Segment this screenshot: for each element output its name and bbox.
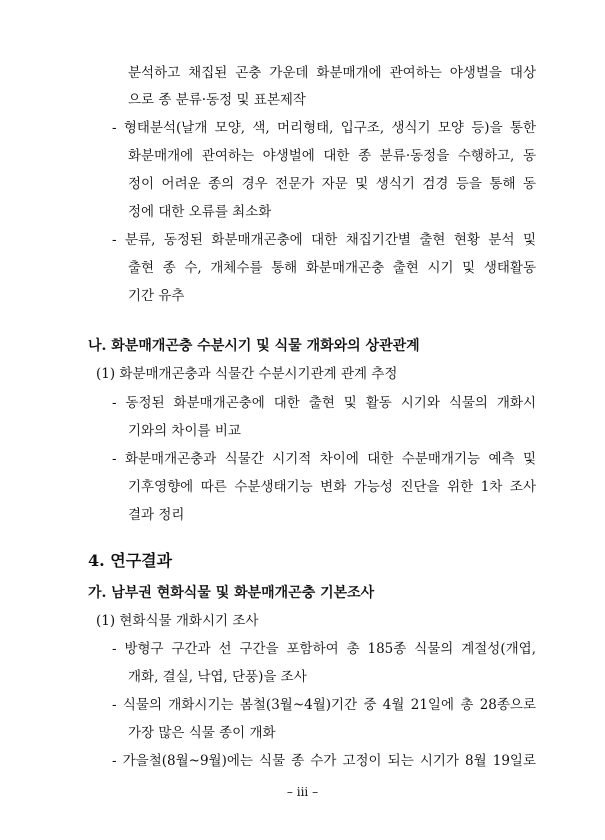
text-line: 개화, 결실, 낙엽, 단풍)을 조사 <box>128 669 307 685</box>
text-line: 가장 많은 식물 종이 개화 <box>128 725 276 741</box>
numbered-item: (1) 현화식물 개화시기 조사 <box>96 613 259 629</box>
text-line: 기간 유추 <box>128 288 185 304</box>
chapter-heading: 4. 연구결과 <box>88 551 173 570</box>
text-line: 기와의 차이를 비교 <box>128 423 241 439</box>
text-line: 화분매개에 관여하는 야생벌에 대한 종 분류·동정을 수행하고, 동 <box>128 148 536 164</box>
section-heading: 가. 남부권 현화식물 및 화분매개곤충 기본조사 <box>88 585 375 601</box>
bullet-line: - 동정된 화분매개곤충에 대한 출현 및 활동 시기와 식물의 개화시 <box>112 395 536 411</box>
text-line: 정에 대한 오류를 최소화 <box>128 204 272 220</box>
section-heading: 나. 화분매개곤충 수분시기 및 식물 개화와의 상관관계 <box>88 338 420 354</box>
text-line: 분석하고 채집된 곤충 가운데 화분매개에 관여하는 야생벌을 대상 <box>128 65 536 81</box>
text-line: 기후영향에 따른 수분생태기능 변화 가능성 진단을 위한 1차 조사 <box>128 479 536 495</box>
bullet-line: - 가을철(8월~9월)에는 식물 종 수가 고정이 되는 시기가 8월 19일로 <box>112 753 536 769</box>
bullet-line: - 식물의 개화시기는 봄철(3월~4월)기간 중 4월 21일에 총 28종으로 <box>112 697 536 713</box>
text-line: 출현 종 수, 개체수를 통해 화분매개곤충 출현 시기 및 생태활동 <box>128 260 536 276</box>
page-number: – iii – <box>286 785 319 799</box>
numbered-item: (1) 화분매개곤충과 식물간 수분시기관계 관계 추정 <box>96 366 398 382</box>
text-line: 정이 어려운 종의 경우 전문가 자문 및 생식기 검경 등을 통해 동 <box>128 176 536 192</box>
bullet-line: - 방형구 구간과 선 구간을 포함하여 총 185종 식물의 계절성(개엽, <box>112 641 536 657</box>
text-line: 으로 종 분류·동정 및 표본제작 <box>128 92 306 108</box>
bullet-line: - 화분매개곤충과 식물간 시기적 차이에 대한 수분매개기능 예측 및 <box>112 451 536 467</box>
bullet-line: - 분류, 동정된 화분매개곤충에 대한 채집기간별 출현 현황 분석 및 <box>112 232 536 248</box>
bullet-line: - 형태분석(날개 모양, 색, 머리형태, 입구조, 생식기 모양 등)을 통한 <box>112 120 536 136</box>
text-line: 결과 정리 <box>128 507 185 523</box>
